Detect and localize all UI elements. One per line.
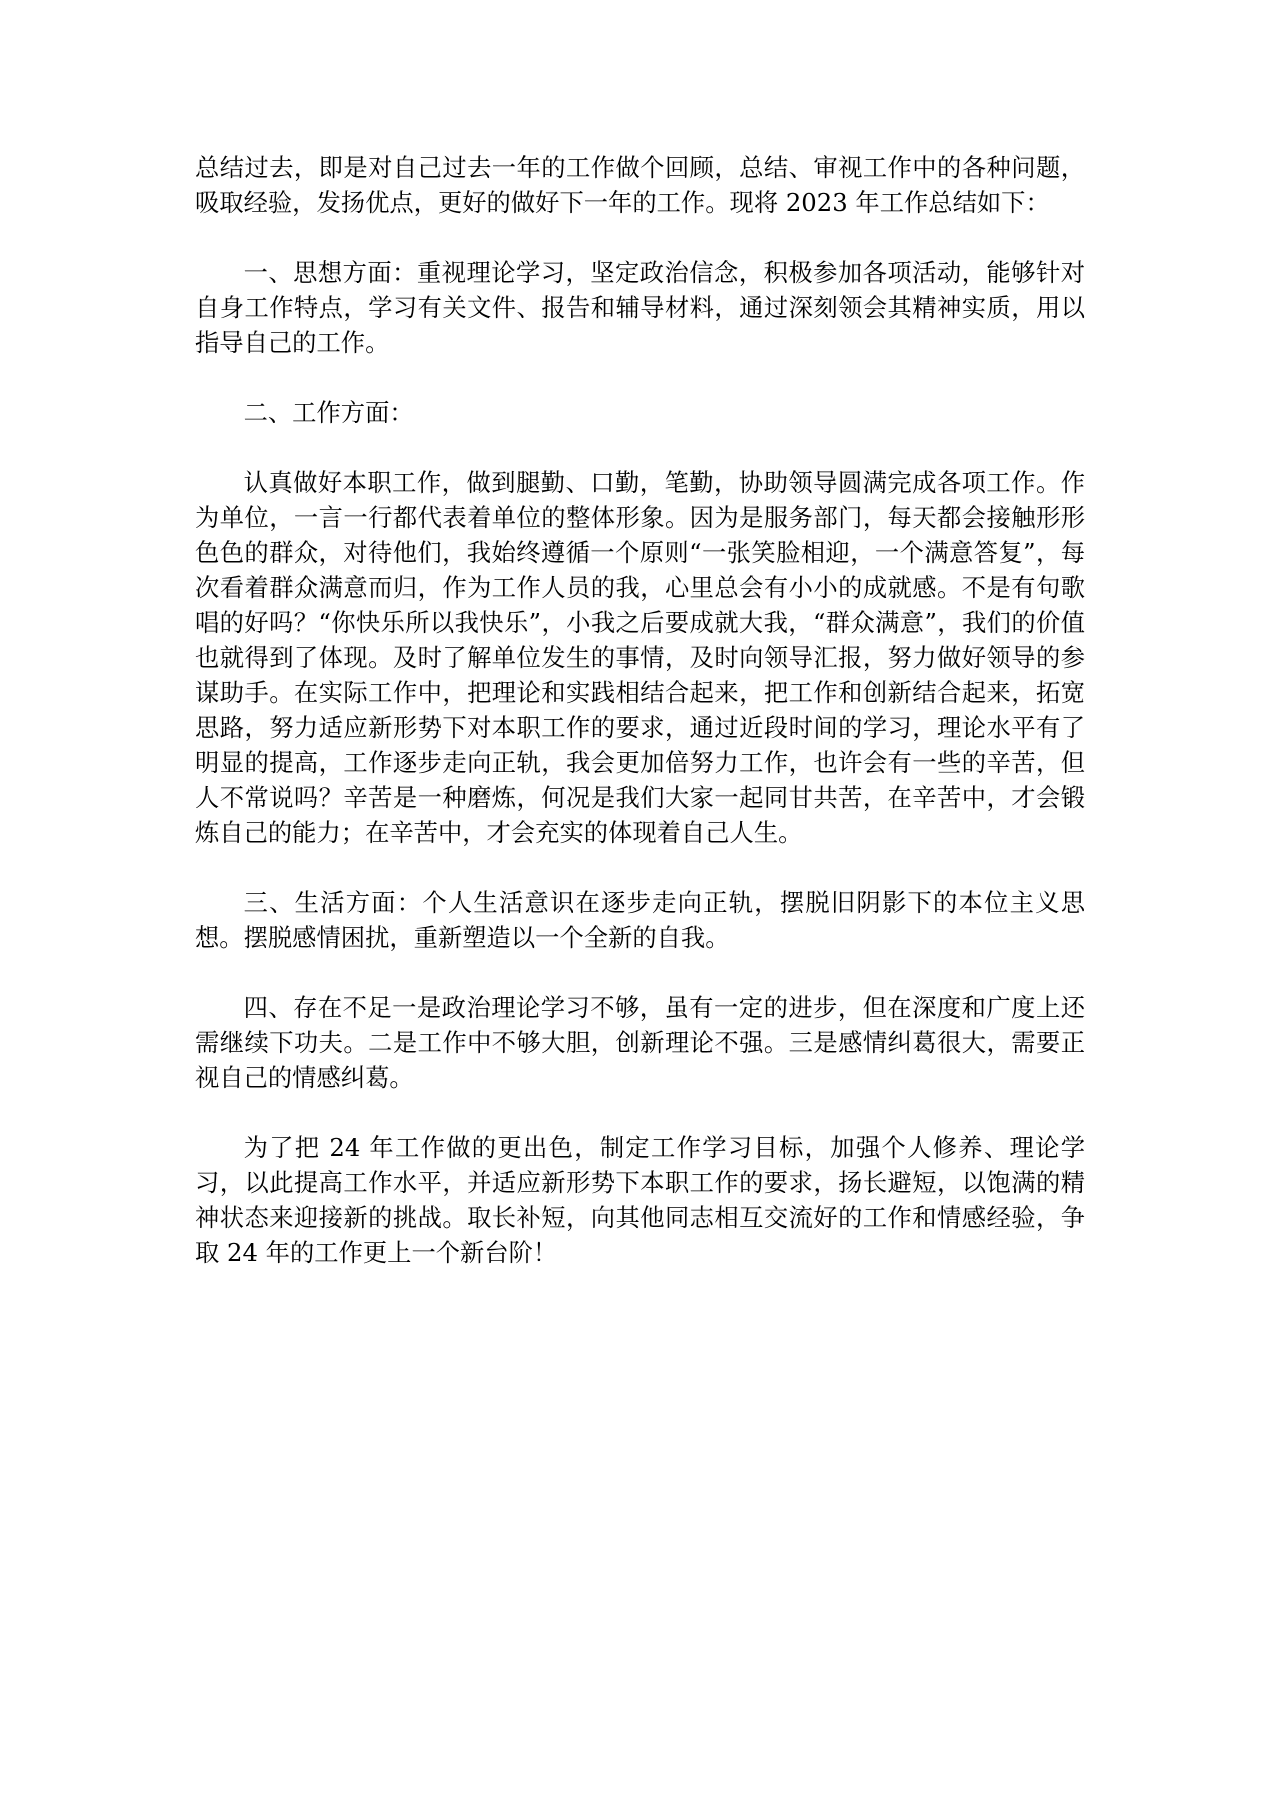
work-section-heading: 二、工作方面： xyxy=(243,398,414,427)
intro-paragraph: 总结过去，即是对自己过去一年的工作做个回顾，总结、审视工作中的各种问题，吸取经验，发扬优点，更好的做好下一年的工作。现将 2023 年工作总结如下： xyxy=(195,153,1085,217)
closing-paragraph: 为了把 24 年工作做的更出色，制定工作学习目标，加强个人修养、理论学习，以此提高工作水平，并适应新形势下本职工作的要求，扬长避短，以饱满的精神状态来迎接新的挑战。取长补短，向其他同志相互交流好的工作和情感经验，争取 24 年的工作更上一个新台阶！ xyxy=(195,1133,1085,1267)
life-section-paragraph: 三、生活方面：个人生活意识在逐步走向正轨，摆脱旧阴影下的本位主义思想。摆脱感情困扰，重新塑造以一个全新的自我。 xyxy=(195,888,1085,952)
shortcomings-section-paragraph: 四、存在不足一是政治理论学习不够，虽有一定的进步，但在深度和广度上还需继续下功夫。二是工作中不够大胆，创新理论不强。三是感情纠葛很大，需要正视自己的情感纠葛。 xyxy=(195,993,1085,1092)
work-section-paragraph: 认真做好本职工作，做到腿勤、口勤，笔勤，协助领导圆满完成各项工作。作为单位，一言一行都代表着单位的整体形象。因为是服务部门，每天都会接触形形色色的群众，对待他们，我始终遵循一个原则“一张笑脸相迎，一个满意答复”，每次看着群众满意而归，作为工作人员的我，心里总会有小小的成就感。不是有句歌唱的好吗？“你快乐所以我快乐”，小我之后要成就大我，“群众满意”，我们的价值也就得到了体现。及时了解单位发生的事情，及时向领导汇报，努力做好领导的参谋助手。在实际工作中，把理论和实践相结合起来，把工作和创新结合起来，拓宽思路，努力适应新形势下对本职工作的要求，通过近段时间的学习，理论水平有了明显的提高，工作逐步走向正轨，我会更加倍努力工作，也许会有一些的辛苦，但人不常说吗？辛苦是一种磨炼，何况是我们大家一起同甘共苦，在辛苦中，才会锻炼自己的能力；在辛苦中，才会充实的体现着自己人生。 xyxy=(195,468,1085,847)
document-body xyxy=(195,150,1085,1305)
thought-section-paragraph: 一、思想方面：重视理论学习，坚定政治信念，积极参加各项活动，能够针对自身工作特点，学习有关文件、报告和辅导材料，通过深刻领会其精神实质，用以指导自己的工作。 xyxy=(195,258,1085,357)
